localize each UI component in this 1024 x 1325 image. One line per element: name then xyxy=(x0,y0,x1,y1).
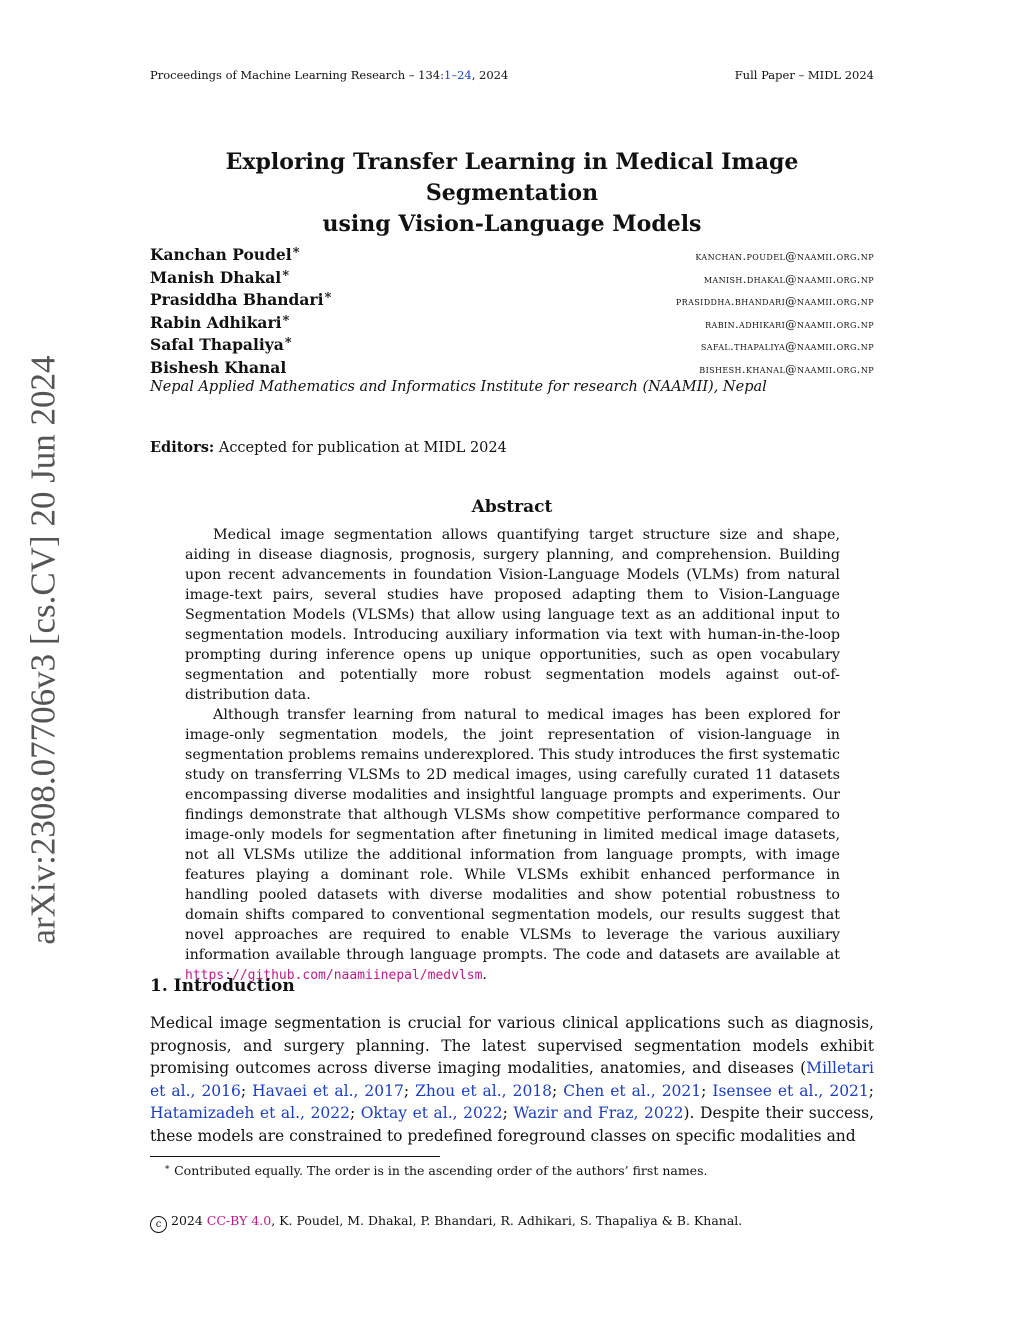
citation-link[interactable]: Chen et al., 2021 xyxy=(563,1081,702,1100)
abstract-heading: Abstract xyxy=(471,497,553,517)
license-year: 2024 xyxy=(171,1213,207,1228)
running-header-right: Full Paper – MIDL 2024 xyxy=(734,68,874,82)
running-header-left xyxy=(150,68,508,82)
citation-link[interactable]: Havaei et al., 2017 xyxy=(252,1081,404,1100)
author-name: Kanchan Poudel∗ xyxy=(150,243,301,265)
author-email[interactable]: bishesh.khanal@naamii.org.np xyxy=(699,361,874,376)
abstract-paragraph-2: Although transfer learning from natural to medical images has been explored for image-only segmentation models, the joint representation of vision-language in segmentation problems remains underexplored. This study introduces the first systematic study on transferring VLSMs to 2D medical images, using carefully curated 11 datasets encompassing diverse modalities and insightful language prompts and experiments. Our findings demonstrate that although VLSMs show competitive performance compared to image-only models for segmentation after finetuning in limited medical image datasets, not all VLSMs utilize the additional information from language prompts, with image features playing a dominant role. While VLSMs exhibit enhanced performance in handling pooled datasets with diverse modalities and show potential robustness to domain shifts compared to conventional segmentation models, our results suggest that novel approaches are required to enable VLSMs to leverage the various auxiliary information available through language prompts. The code and datasets are available at https://github.com/naamiinepal/medvlsm. xyxy=(185,707,840,983)
citation-link[interactable]: Hatamizadeh et al., 2022 xyxy=(150,1104,350,1122)
citation-link[interactable]: Isensee et al., 2021 xyxy=(712,1081,869,1100)
author-name: Prasiddha Bhandari∗ xyxy=(150,288,333,310)
proceedings-year: , 2024 xyxy=(471,68,509,82)
author-email[interactable]: kanchan.poudel@naamii.org.np xyxy=(695,249,874,264)
citation-link[interactable]: Wazir and Fraz, 2022 xyxy=(513,1104,684,1122)
footnote-rule xyxy=(150,1156,440,1157)
abstract-paragraph-1: Medical image segmentation allows quantifying target structure size and shape, aiding in disease diagnosis, prognosis, surgery planning, and comprehension. Building upon recent advancements in foundation Vision-Language Models (VLMs) from natural image-text pairs, several studies have proposed adapting them to Vision-Language Segmentation Models (VLSMs) that allow using language text as an additional input to segmentation models. Introducing auxiliary information via text with human-in-the-loop prompting during inference opens up unique opportunities, such as open vocabulary segmentation and potentially more robust segmentation models against out-of-distribution data. xyxy=(185,527,840,703)
proceedings-text: Proceedings of Machine Learning Research – 134: xyxy=(150,68,444,82)
author-email[interactable]: manish.dhakal@naamii.org.np xyxy=(703,271,874,286)
author-name: Rabin Adhikari∗ xyxy=(150,310,291,332)
author-name: Manish Dhakal∗ xyxy=(150,265,291,287)
editors-label: Editors: xyxy=(150,439,215,456)
cc-license-link[interactable]: CC-BY 4.0 xyxy=(206,1213,272,1228)
citation-link[interactable]: Zhou et al., 2018 xyxy=(415,1081,553,1100)
author-list xyxy=(150,240,874,375)
editors-line xyxy=(150,439,507,456)
author-email[interactable]: prasiddha.bhandari@naamii.org.np xyxy=(675,294,874,309)
author-name: Safal Thapaliya∗ xyxy=(150,333,293,355)
code-url-link[interactable]: https://github.com/naamiinepal/medvlsm xyxy=(185,968,483,983)
copyright-icon: c xyxy=(150,1216,167,1233)
abstract-body xyxy=(185,525,840,986)
title-line-1: Exploring Transfer Learning in Medical Image Segmentation xyxy=(225,149,799,206)
citation-link[interactable]: Oktay et al., 2022 xyxy=(360,1104,503,1122)
author-email[interactable]: safal.thapaliya@naamii.org.np xyxy=(700,339,874,354)
license-line xyxy=(150,1213,742,1233)
footnote-text: Contributed equally. The order is in the ascending order of the authors’ first names. xyxy=(170,1163,708,1179)
author-name: Bishesh Khanal xyxy=(150,357,287,377)
paper-title xyxy=(150,147,874,240)
title-line-2: using Vision-Language Models xyxy=(322,211,702,237)
arxiv-stamp xyxy=(8,350,80,950)
citation-link[interactable]: Milletari et al., 2016 xyxy=(150,1059,874,1100)
arxiv-stamp-text: arXiv:2308.07706v3 [cs.CV] 20 Jun 2024 xyxy=(24,355,63,945)
editors-text: Accepted for publication at MIDL 2024 xyxy=(214,440,507,456)
introduction-body xyxy=(150,1012,874,1147)
affiliation: Nepal Applied Mathematics and Informatics Institute for research (NAAMII), Nepal xyxy=(150,379,767,395)
author-email[interactable]: rabin.adhikari@naamii.org.np xyxy=(705,316,874,331)
author-row xyxy=(150,240,874,263)
introduction-paragraph: Medical image segmentation is crucial for various clinical applications such as diagnosis, prognosis, and surgery planning. The latest supervised segmentation models exhibit promising outcomes across diverse imaging modalities, anatomies, and diseases (Milletari et al., 2016; Havaei et al., 2017; Zhou et al., 2018; Chen et al., 2021; Isensee et al., 2021; Hatamizadeh et al., 2022; Oktay et al., 2022; Wazir and Fraz, 2022). Despite their success, these models are constrained to predefined foreground classes on specific modalities and xyxy=(150,1014,875,1145)
footnote-mark: ∗ xyxy=(164,1163,171,1173)
footnote xyxy=(164,1163,707,1178)
license-authors: , K. Poudel, M. Dhakal, P. Bhandari, R. Adhikari, S. Thapaliya & B. Khanal. xyxy=(271,1213,743,1228)
section-heading-introduction: 1. Introduction xyxy=(150,976,295,996)
page-range-link[interactable]: 1–24 xyxy=(444,68,472,82)
